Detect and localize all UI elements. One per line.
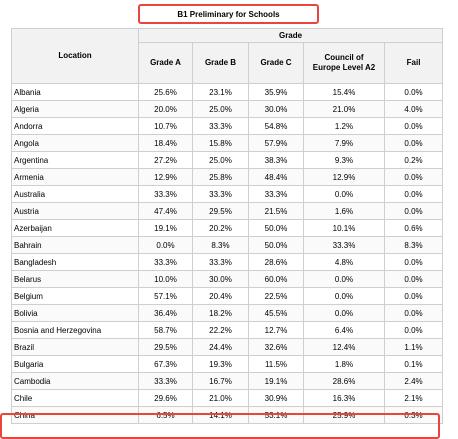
table-row [12, 390, 443, 407]
results-table [11, 28, 443, 424]
column-header-grade-c: Grade C [249, 43, 304, 84]
value-cell: 9.3% [304, 152, 385, 169]
table-row [12, 101, 443, 118]
value-cell: 0.0% [304, 186, 385, 203]
location-cell: Bolivia [12, 305, 139, 322]
value-cell: 0.0% [139, 237, 193, 254]
value-cell: 33.3% [139, 254, 193, 271]
value-cell: 0.0% [385, 305, 443, 322]
value-cell: 12.4% [304, 339, 385, 356]
value-cell: 0.0% [304, 271, 385, 288]
value-cell: 18.2% [193, 305, 249, 322]
value-cell: 18.4% [139, 135, 193, 152]
value-cell: 0.0% [385, 203, 443, 220]
value-cell: 12.7% [249, 322, 304, 339]
table-row [12, 203, 443, 220]
location-cell: Angola [12, 135, 139, 152]
value-cell: 20.4% [193, 288, 249, 305]
value-cell: 33.3% [193, 118, 249, 135]
value-cell: 30.9% [249, 390, 304, 407]
table-row [12, 169, 443, 186]
table-row [12, 271, 443, 288]
value-cell: 2.1% [385, 390, 443, 407]
value-cell: 38.3% [249, 152, 304, 169]
value-cell: 25.8% [193, 169, 249, 186]
value-cell: 1.1% [385, 339, 443, 356]
value-cell: 33.3% [139, 373, 193, 390]
value-cell: 54.8% [249, 118, 304, 135]
location-cell: Algeria [12, 101, 139, 118]
value-cell: 14.1% [193, 407, 249, 424]
value-cell: 57.9% [249, 135, 304, 152]
value-cell: 29.5% [139, 339, 193, 356]
column-header-grade-a: Grade A [139, 43, 193, 84]
value-cell: 27.2% [139, 152, 193, 169]
value-cell: 33.3% [304, 237, 385, 254]
value-cell: 58.7% [139, 322, 193, 339]
table-row [12, 186, 443, 203]
column-header-fail: Fail [385, 43, 443, 84]
column-header-grade-b: Grade B [193, 43, 249, 84]
table-row [12, 322, 443, 339]
value-cell: 30.0% [249, 101, 304, 118]
value-cell: 19.3% [193, 356, 249, 373]
location-cell: China [12, 407, 139, 424]
value-cell: 19.1% [249, 373, 304, 390]
table-row [12, 356, 443, 373]
value-cell: 45.5% [249, 305, 304, 322]
value-cell: 36.4% [139, 305, 193, 322]
table-row [12, 288, 443, 305]
location-cell: Austria [12, 203, 139, 220]
grade-group-header: Grade [139, 29, 443, 43]
value-cell: 30.0% [193, 271, 249, 288]
value-cell: 20.0% [139, 101, 193, 118]
value-cell: 15.4% [304, 84, 385, 101]
value-cell: 33.3% [139, 186, 193, 203]
table-row [12, 152, 443, 169]
value-cell: 24.4% [193, 339, 249, 356]
value-cell: 33.3% [193, 254, 249, 271]
value-cell: 57.1% [139, 288, 193, 305]
value-cell: 33.3% [193, 186, 249, 203]
value-cell: 1.6% [304, 203, 385, 220]
value-cell: 0.0% [304, 305, 385, 322]
value-cell: 60.0% [249, 271, 304, 288]
table-row [12, 135, 443, 152]
value-cell: 50.0% [249, 237, 304, 254]
value-cell: 2.4% [385, 373, 443, 390]
value-cell: 8.3% [193, 237, 249, 254]
value-cell: 53.1% [249, 407, 304, 424]
value-cell: 0.0% [385, 84, 443, 101]
value-cell: 6.5% [139, 407, 193, 424]
value-cell: 0.0% [304, 288, 385, 305]
value-cell: 4.0% [385, 101, 443, 118]
location-cell: Bosnia and Herzegovina [12, 322, 139, 339]
value-cell: 0.0% [385, 169, 443, 186]
value-cell: 50.0% [249, 220, 304, 237]
value-cell: 48.4% [249, 169, 304, 186]
table-body [12, 84, 443, 424]
value-cell: 10.7% [139, 118, 193, 135]
value-cell: 16.7% [193, 373, 249, 390]
value-cell: 20.2% [193, 220, 249, 237]
location-cell: Argentina [12, 152, 139, 169]
value-cell: 8.3% [385, 237, 443, 254]
value-cell: 0.2% [385, 152, 443, 169]
value-cell: 16.3% [304, 390, 385, 407]
location-cell: Armenia [12, 169, 139, 186]
table-row [12, 339, 443, 356]
table-row [12, 254, 443, 271]
value-cell: 0.1% [385, 356, 443, 373]
location-cell: Bangladesh [12, 254, 139, 271]
results-table-container [11, 28, 442, 424]
value-cell: 21.0% [193, 390, 249, 407]
value-cell: 29.6% [139, 390, 193, 407]
value-cell: 12.9% [304, 169, 385, 186]
location-cell: Bahrain [12, 237, 139, 254]
value-cell: 0.0% [385, 135, 443, 152]
value-cell: 25.0% [193, 152, 249, 169]
value-cell: 35.9% [249, 84, 304, 101]
location-cell: Chile [12, 390, 139, 407]
value-cell: 11.5% [249, 356, 304, 373]
location-cell: Azerbaijan [12, 220, 139, 237]
table-row [12, 237, 443, 254]
value-cell: 33.3% [249, 186, 304, 203]
value-cell: 28.6% [249, 254, 304, 271]
value-cell: 1.2% [304, 118, 385, 135]
value-cell: 0.0% [385, 322, 443, 339]
location-cell: Australia [12, 186, 139, 203]
value-cell: 25.9% [304, 407, 385, 424]
location-cell: Bulgaria [12, 356, 139, 373]
value-cell: 28.6% [304, 373, 385, 390]
value-cell: 10.0% [139, 271, 193, 288]
value-cell: 0.0% [385, 118, 443, 135]
table-row [12, 118, 443, 135]
table-row [12, 220, 443, 237]
value-cell: 0.6% [385, 220, 443, 237]
table-title: B1 Preliminary for Schools [138, 4, 319, 24]
value-cell: 15.8% [193, 135, 249, 152]
value-cell: 12.9% [139, 169, 193, 186]
value-cell: 29.5% [193, 203, 249, 220]
location-cell: Albania [12, 84, 139, 101]
location-header: Location [12, 29, 139, 84]
value-cell: 0.3% [385, 407, 443, 424]
value-cell: 19.1% [139, 220, 193, 237]
value-cell: 0.0% [385, 288, 443, 305]
value-cell: 22.2% [193, 322, 249, 339]
value-cell: 21.5% [249, 203, 304, 220]
table-row [12, 305, 443, 322]
location-cell: Cambodia [12, 373, 139, 390]
value-cell: 7.9% [304, 135, 385, 152]
value-cell: 21.0% [304, 101, 385, 118]
highlight-box [0, 413, 440, 439]
table-row [12, 373, 443, 390]
value-cell: 25.0% [193, 101, 249, 118]
value-cell: 0.0% [385, 254, 443, 271]
table-row [12, 84, 443, 101]
value-cell: 4.8% [304, 254, 385, 271]
value-cell: 1.8% [304, 356, 385, 373]
value-cell: 10.1% [304, 220, 385, 237]
value-cell: 25.6% [139, 84, 193, 101]
column-header-a2: Council of Europe Level A2 [304, 43, 385, 84]
value-cell: 22.5% [249, 288, 304, 305]
value-cell: 6.4% [304, 322, 385, 339]
location-cell: Andorra [12, 118, 139, 135]
location-cell: Belarus [12, 271, 139, 288]
value-cell: 0.0% [385, 271, 443, 288]
value-cell: 67.3% [139, 356, 193, 373]
value-cell: 0.0% [385, 186, 443, 203]
value-cell: 23.1% [193, 84, 249, 101]
value-cell: 32.6% [249, 339, 304, 356]
location-cell: Belgium [12, 288, 139, 305]
value-cell: 47.4% [139, 203, 193, 220]
location-cell: Brazil [12, 339, 139, 356]
